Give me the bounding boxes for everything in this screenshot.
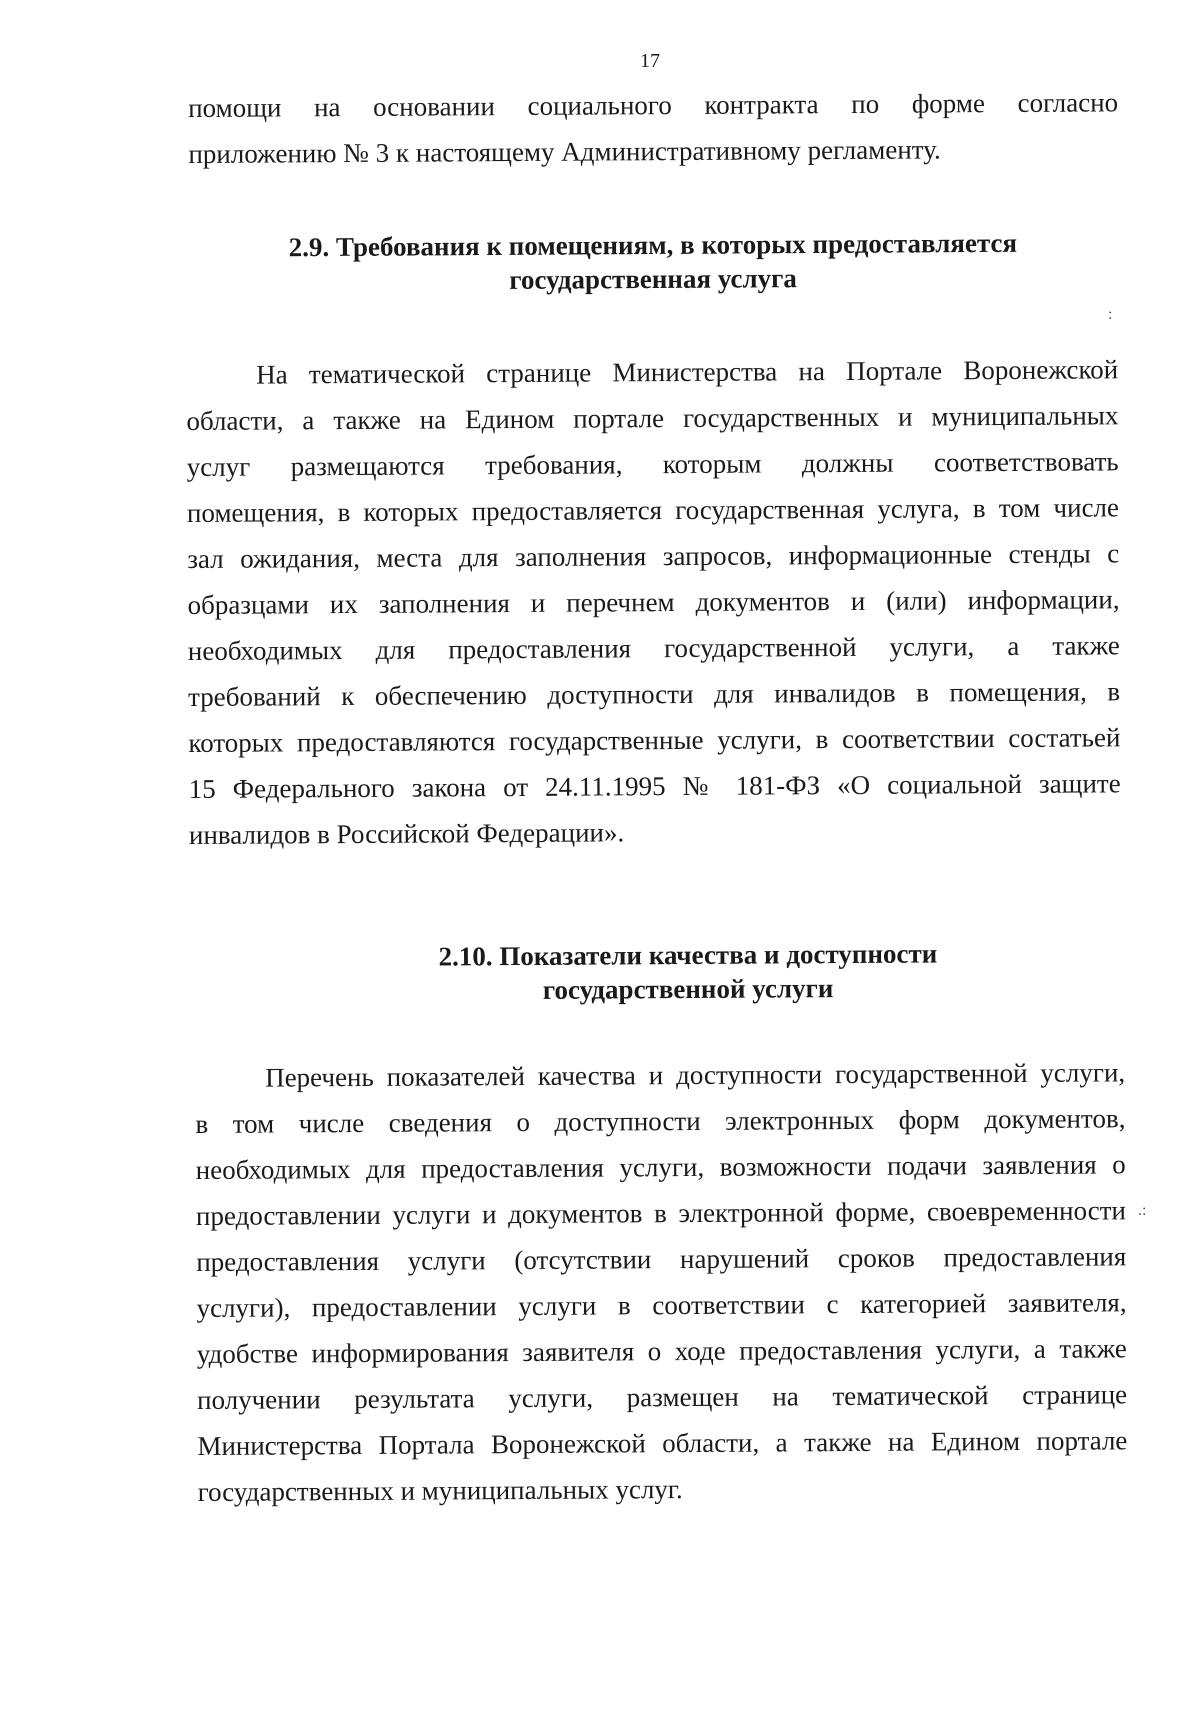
paragraph-line: предоставлении услуги и документов в электронной форме, своевременности bbox=[195, 1195, 1127, 1231]
heading-line: государственной услуги bbox=[542, 973, 834, 1005]
heading-line: государственная услуга bbox=[509, 263, 797, 295]
paragraph-line: На тематической странице Министерства на Портале Воронежской bbox=[256, 354, 1119, 390]
paragraph-line: области, а также на Едином портале государственных и муниципальных bbox=[186, 400, 1119, 436]
section-2-10-paragraph bbox=[195, 1049, 1128, 1515]
page-number: 17 bbox=[640, 50, 660, 72]
scan-mark: .: bbox=[1138, 1202, 1147, 1219]
paragraph-line: требований к обеспечению доступности для инвалидов в помещения, в bbox=[188, 676, 1121, 712]
heading-line: 2.9. Требования к помещениям, в которых предоставляется bbox=[288, 227, 1018, 263]
section-heading-2-10 bbox=[188, 935, 1188, 1009]
paragraph-line: которых предоставляются государственные услуги, в соответствии состатьей bbox=[188, 722, 1121, 758]
paragraph-line: удобстве информирования заявителя о ходе предоставления услуги, а также bbox=[196, 1333, 1127, 1369]
paragraph-line: 15 Федерального закона от 24.11.1995 № 181-ФЗ «О социальной защите bbox=[188, 768, 1121, 804]
scan-mark: : bbox=[1108, 306, 1113, 323]
paragraph-line: помещения, в которых предоставляется государственная услуга, в том числе bbox=[186, 492, 1120, 528]
paragraph-line: помощи на основании социального контракта по форме согласно bbox=[188, 87, 1119, 123]
paragraph-line: государственных и муниципальных услуг. bbox=[197, 1474, 683, 1507]
section-2-9-paragraph bbox=[186, 346, 1121, 858]
continuation-paragraph bbox=[188, 79, 1119, 177]
paragraph-line: в том числе сведения о доступности электронных форм документов, bbox=[195, 1103, 1126, 1139]
section-heading-2-9 bbox=[188, 225, 1118, 299]
paragraph-line: необходимых для предоставления услуги, возможности подачи заявления о bbox=[195, 1149, 1126, 1185]
heading-line: 2.10. Показатели качества и доступности bbox=[438, 938, 938, 972]
paragraph-line: услуг размещаются требования, которым должны соответствовать bbox=[186, 446, 1119, 482]
paragraph-line: услуги), предоставлении услуги в соответствии с категорией заявителя, bbox=[196, 1287, 1127, 1323]
paragraph-line: Министерства Портала Воронежской области, а также на Едином портале bbox=[197, 1425, 1128, 1461]
paragraph-line: Перечень показателей качества и доступности государственной услуги, bbox=[265, 1057, 1126, 1093]
paragraph-line: приложению № 3 к настоящему Административному регламенту. bbox=[188, 134, 941, 169]
paragraph-line: необходимых для предоставления государственной услуги, а также bbox=[187, 630, 1120, 666]
paragraph-line: получении результата услуги, размещен на тематической странице bbox=[197, 1379, 1128, 1415]
paragraph-line: предоставления услуги (отсутствии нарушений сроков предоставления bbox=[196, 1241, 1127, 1277]
paragraph-line: инвалидов в Российской Федерации». bbox=[188, 817, 625, 850]
paragraph-line: образцами их заполнения и перечнем документов и (или) информации, bbox=[187, 584, 1120, 620]
paragraph-line: зал ожидания, места для заполнения запросов, информационные стенды с bbox=[187, 538, 1120, 574]
